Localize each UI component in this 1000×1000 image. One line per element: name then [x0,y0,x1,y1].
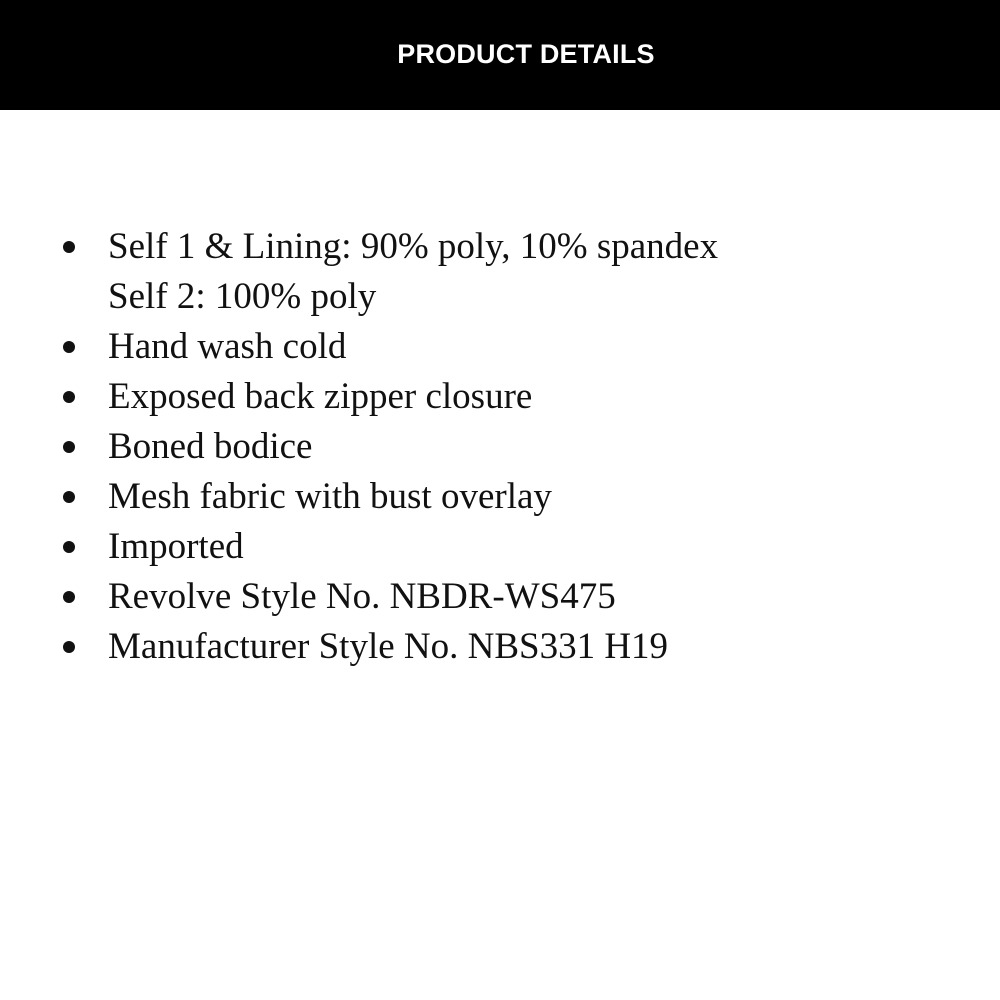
bullet-icon [63,591,75,603]
list-item [0,322,1000,372]
list-item [0,472,1000,522]
header-bar [0,0,1000,110]
list-item-text: Boned bodice [108,426,313,467]
bullet-icon [63,491,75,503]
list-item-text: Mesh fabric with bust overlay [108,476,552,517]
list-item-text: Hand wash cold [108,326,347,367]
list-item [0,422,1000,472]
bullet-icon [63,391,75,403]
list-item-text: Self 2: 100% poly [108,276,377,317]
bullet-icon [63,541,75,553]
list-item-text: Revolve Style No. NBDR-WS475 [108,576,616,617]
list-item-text: Self 1 & Lining: 90% poly, 10% spandex [108,226,719,267]
bullet-icon [63,341,75,353]
bullet-icon [63,641,75,653]
list-item [0,222,1000,322]
list-item [0,622,1000,672]
list-item [0,372,1000,422]
details-list [0,222,1000,672]
list-item [0,572,1000,622]
bullet-icon [63,241,75,253]
page-title: PRODUCT DETAILS [397,38,655,69]
list-item-text: Manufacturer Style No. NBS331 H19 [108,626,669,667]
list-item-text: Imported [108,526,244,567]
list-item-text: Exposed back zipper closure [108,376,533,417]
list-item [0,522,1000,572]
bullet-icon [63,441,75,453]
